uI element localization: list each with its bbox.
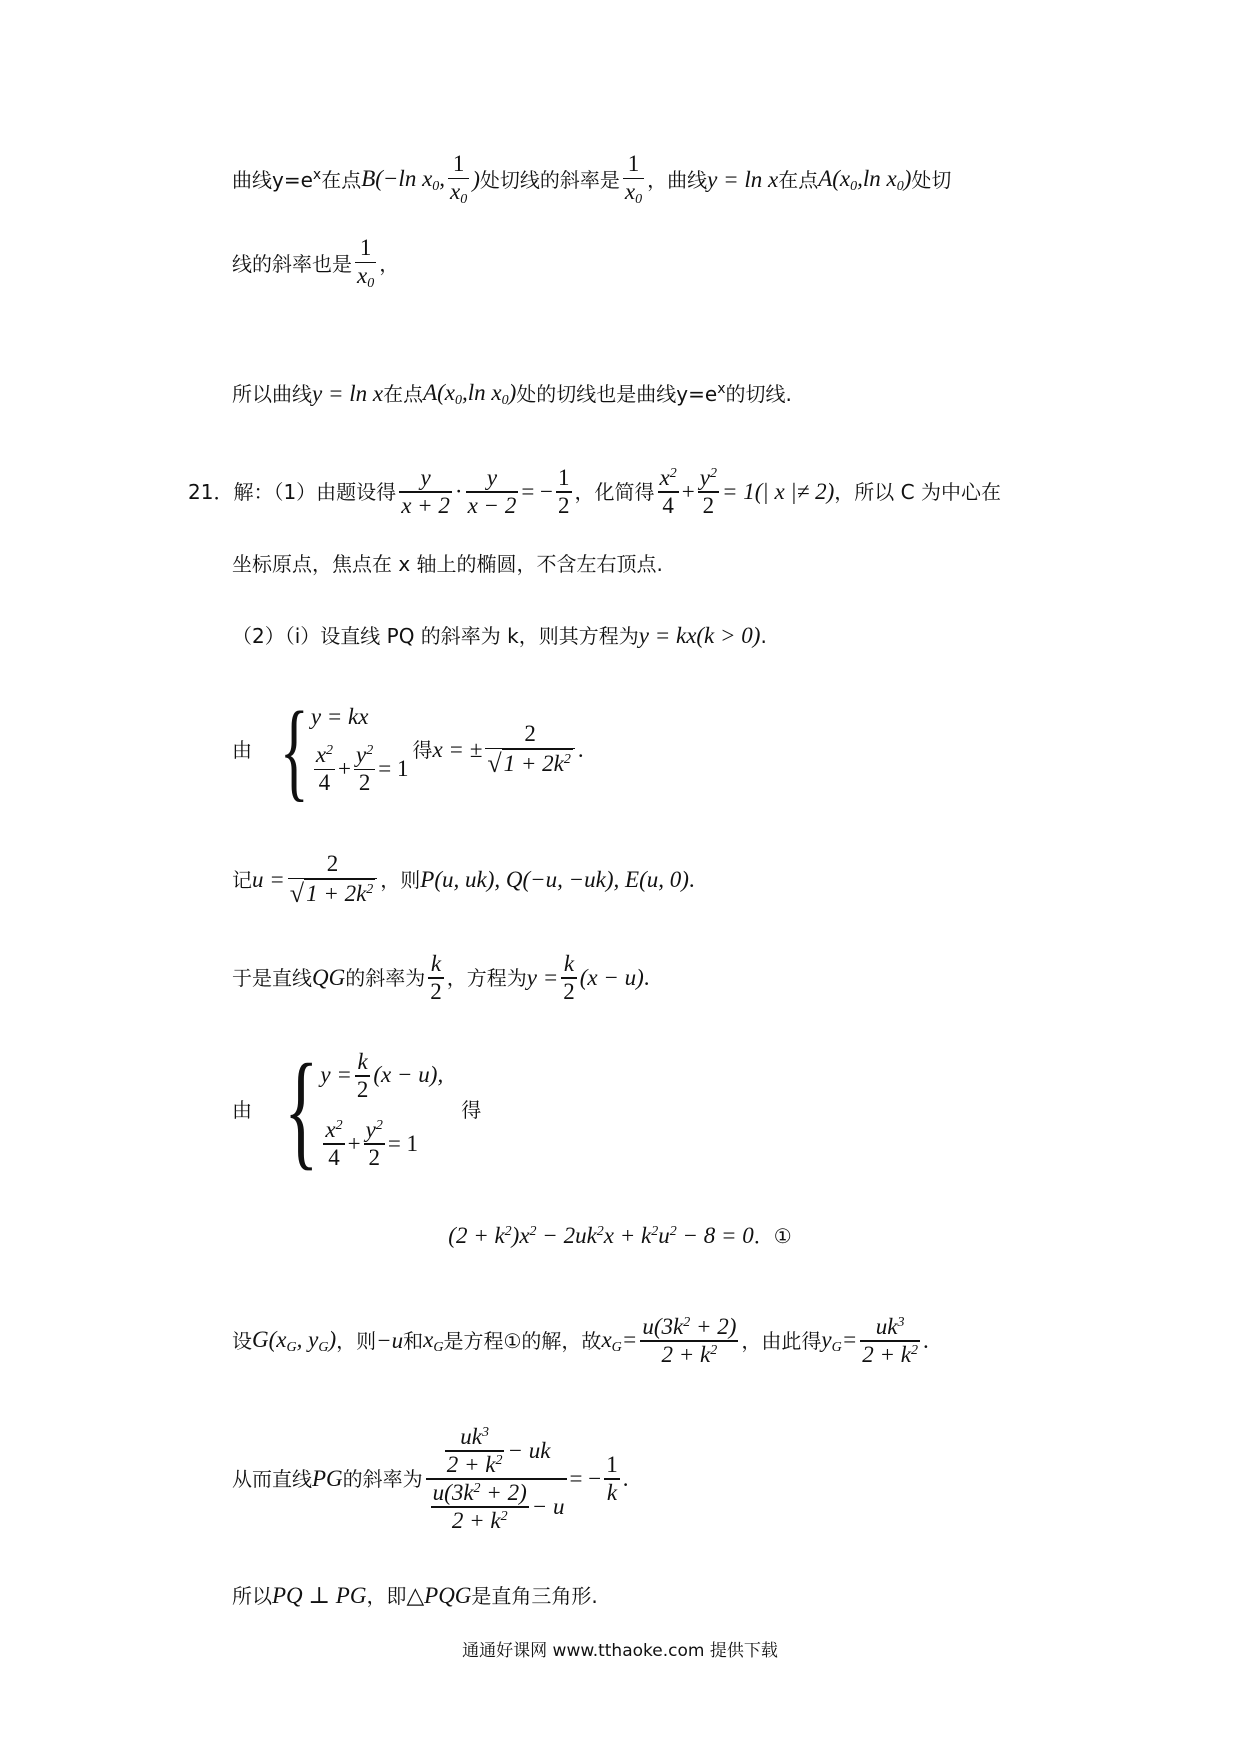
math: $y_G=$ bbox=[821, 1326, 858, 1355]
text: 设 bbox=[232, 1328, 252, 1353]
text: （2）（i）设直线 PQ 的斜率为 k，则其方程为 bbox=[232, 623, 639, 648]
math: $A(x_0,\ln$ $x_0$) bbox=[423, 379, 517, 408]
math: $x_G=$ bbox=[601, 1326, 638, 1355]
text: ，曲线 bbox=[647, 167, 708, 192]
text: 所以曲线 bbox=[232, 381, 312, 406]
math: (x − u) bbox=[579, 964, 644, 990]
conclusion-right-triangle bbox=[232, 1578, 1090, 1614]
text: 由 bbox=[232, 737, 252, 762]
math: $G(x_G$, $y_G$) bbox=[252, 1326, 337, 1355]
fraction: 2 √ $1 + 2k^2$ bbox=[485, 721, 575, 778]
system: { y = kx $\frac{x^2}{4}$ + $\frac{y^2}{2}$ = 1 bbox=[279, 689, 409, 811]
text: ，则 bbox=[336, 1328, 377, 1353]
fraction: $\frac{y}{x - 2}$ bbox=[467, 464, 517, 518]
math: . bbox=[577, 736, 584, 762]
define-u bbox=[232, 842, 1090, 918]
text: ，即 bbox=[366, 1583, 407, 1608]
math: $x_G$ bbox=[423, 1326, 444, 1355]
math: QG bbox=[312, 964, 346, 990]
text: 从而直线 bbox=[232, 1466, 312, 1491]
math: −u bbox=[376, 1327, 404, 1353]
question-21-part1-cont bbox=[232, 548, 1090, 580]
math: . bbox=[622, 1465, 629, 1491]
question-label: 21．解：（1）由题设得 bbox=[188, 479, 397, 504]
text: 在点 bbox=[383, 381, 424, 406]
math: y = kx(k > 0) bbox=[638, 622, 761, 648]
text: 得 bbox=[461, 1097, 482, 1122]
math: x = ± bbox=[432, 736, 483, 762]
line-qg-slope bbox=[232, 946, 1090, 1010]
math: $\frac{x^2}{4}$ + $\frac{y^2}{2}$ = 1 bbox=[325, 1117, 419, 1170]
equation-system-2 bbox=[232, 1040, 1090, 1180]
math: y = ln x bbox=[707, 166, 779, 192]
text: 是直角三角形. bbox=[471, 1583, 598, 1608]
math: $\frac{x^2}{4}$ + $\frac{y^2}{2}$ = 1 bbox=[315, 742, 409, 796]
fraction: $\frac{k}{2}$ bbox=[430, 950, 442, 1004]
text: 处切 bbox=[911, 167, 952, 192]
text: ，所以 C 为中心在 bbox=[834, 479, 1001, 504]
math: . bbox=[643, 964, 650, 990]
line-pg-slope bbox=[232, 1404, 1090, 1554]
fraction: $\frac{1}{x_0}$ bbox=[450, 151, 468, 208]
math: y = bbox=[526, 964, 559, 990]
math: . bbox=[922, 1327, 929, 1353]
paragraph-slope-also bbox=[232, 232, 1090, 296]
text: 和 bbox=[403, 1328, 424, 1353]
text: 线的斜率也是 bbox=[232, 251, 352, 276]
math: △PQG bbox=[406, 1582, 472, 1608]
point-g-coordinates bbox=[232, 1306, 1090, 1376]
math: PQ ⊥ PG bbox=[272, 1582, 367, 1608]
text: 曲线 bbox=[232, 167, 272, 192]
math: B(−ln $x_0$, bbox=[361, 165, 446, 194]
fraction: $\frac{uk^3}{2 + k^2}$ bbox=[862, 1313, 918, 1367]
compound-fraction: $\frac{uk^3}{2 + k^2}$ − uk $\frac{u(3k^2 + 2)}{2 + k^2}$ − u bbox=[426, 1424, 567, 1534]
math: y = kx bbox=[310, 704, 369, 730]
text: ，由此得 bbox=[741, 1328, 822, 1353]
fraction: $\frac{y}{x + 2}$ bbox=[401, 464, 450, 518]
text: 的斜率为 bbox=[342, 1466, 423, 1491]
text: ，方程为 bbox=[446, 965, 527, 990]
text: 的斜率为 bbox=[345, 965, 426, 990]
text: 坐标原点，焦点在 x 轴上的椭圆，不含左右顶点. bbox=[232, 551, 663, 576]
fraction: $\frac{1}{x_0}$ bbox=[624, 151, 643, 208]
system: { y = $\frac{k}{2}$ (x − u), $\frac{x^2}{4}$ + $\frac{y^2}{2}$ = 1 bbox=[284, 1038, 444, 1182]
fraction: $\frac{1}{k}$ bbox=[606, 1451, 618, 1505]
fraction: $\frac{k}{2}$ bbox=[563, 950, 575, 1004]
math: ) bbox=[472, 166, 480, 192]
text: . bbox=[760, 623, 767, 648]
math: · bbox=[454, 478, 463, 504]
text: ．① bbox=[753, 1223, 792, 1248]
question-21-part2-i bbox=[232, 620, 1090, 652]
text: ， bbox=[379, 251, 400, 276]
text: 处切线的斜率是 bbox=[479, 167, 620, 192]
text: 处的切线也是曲线 bbox=[516, 381, 677, 406]
equation-1 bbox=[232, 1218, 1008, 1254]
text: ，则 bbox=[380, 867, 421, 892]
fraction: $\frac{x^2}{4}$ bbox=[659, 464, 677, 518]
math: y = $\frac{k}{2}$ (x − u), bbox=[320, 1048, 444, 1102]
text: 是方程①的解，故 bbox=[443, 1328, 602, 1353]
text: 于是直线 bbox=[232, 965, 312, 990]
math: $A(x_0,\ln$ $x_0$) bbox=[818, 165, 912, 194]
fraction: 2 √ $1 + 2k^2$ bbox=[288, 851, 378, 908]
text: 在点 bbox=[778, 167, 819, 192]
math: . bbox=[688, 866, 695, 892]
text: 记 bbox=[232, 867, 252, 892]
equation-system-1 bbox=[232, 689, 1090, 811]
math: PG bbox=[312, 1465, 343, 1491]
text: $y=e^x$ bbox=[676, 381, 726, 406]
fraction: $\frac{u(3k^2 + 2)}{2 + k^2}$ bbox=[642, 1313, 737, 1367]
math: P(u, uk), Q(−u, −uk), E(u, 0) bbox=[420, 866, 689, 892]
text: ，化简得 bbox=[574, 479, 655, 504]
fraction: $\frac{1}{2}$ bbox=[558, 464, 570, 518]
math: = 1(| x |≠ 2) bbox=[721, 478, 835, 504]
math: y = ln x bbox=[312, 380, 384, 406]
question-21-part1 bbox=[188, 460, 1090, 524]
paragraph-conclusion-tangent bbox=[232, 376, 1090, 412]
math: u = bbox=[252, 866, 285, 892]
math: = − bbox=[569, 1465, 602, 1491]
math: + bbox=[681, 478, 695, 504]
text: 在点 bbox=[321, 167, 362, 192]
text: 所以 bbox=[232, 1583, 272, 1608]
text: 得 bbox=[412, 737, 433, 762]
fraction: $\frac{1}{x_0}$ bbox=[357, 235, 375, 292]
math: = − bbox=[521, 478, 554, 504]
text: $y=e^x$ bbox=[272, 167, 322, 192]
text: 由 bbox=[232, 1097, 252, 1122]
math: $(2 + k^2)x^2 - 2uk^2x + k^2u^2 - 8 = 0$ bbox=[448, 1222, 754, 1248]
footer-source: 通通好课网 www.tthaoke.com 提供下载 bbox=[462, 1641, 778, 1661]
text: 的切线. bbox=[725, 381, 792, 406]
paragraph-tangent-slope bbox=[232, 148, 1090, 212]
fraction: $\frac{y^2}{2}$ bbox=[699, 464, 717, 518]
